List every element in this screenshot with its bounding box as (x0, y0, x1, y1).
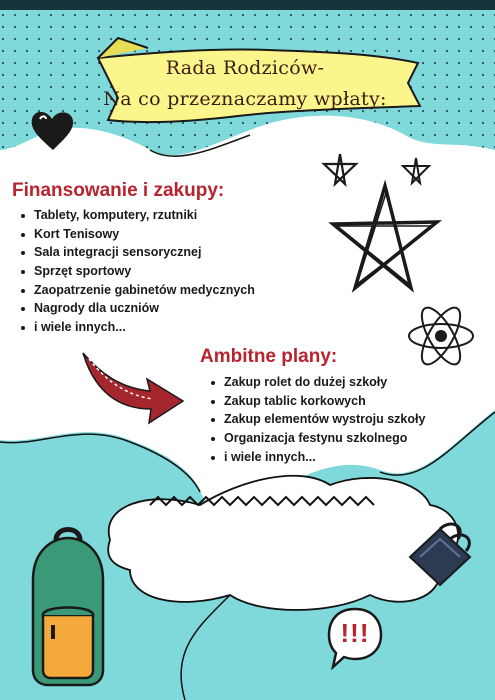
curved-arrow-icon (75, 343, 190, 428)
list-item: Zakup elementów wystroju szkoły (210, 410, 425, 429)
list-item: Zakup tablic korkowych (210, 392, 425, 411)
list-item: Kort Tenisowy (20, 225, 255, 244)
list-item: i wiele innych... (210, 448, 425, 467)
list-item: Tablety, komputery, rzutniki (20, 206, 255, 225)
list-item: Organizacja festynu szkolnego (210, 429, 425, 448)
list-item: Nagrody dla uczniów (20, 299, 255, 318)
plans-heading: Ambitne plany: (200, 346, 338, 367)
list-item: Zakup rolet do dużej szkoły (210, 373, 425, 392)
banner-line-2: Na co przeznaczamy wpłaty: (103, 88, 387, 110)
atom-icon (405, 300, 477, 372)
banner-line-1: Rada Rodziców- (165, 57, 325, 79)
plans-list (210, 373, 425, 466)
financing-list (20, 206, 255, 337)
list-item: i wiele innych... (20, 318, 255, 337)
list-item: Zaopatrzenie gabinetów medycznych (20, 281, 255, 300)
backpack-icon (18, 520, 118, 690)
heart-icon (28, 105, 78, 155)
pentagram-star-icon (325, 180, 445, 295)
speech-bubble-text: !!! (340, 618, 370, 648)
binder-clip-icon (400, 515, 480, 595)
financing-heading: Finansowanie i zakupy: (12, 180, 225, 201)
list-item: Sprzęt sportowy (20, 262, 255, 281)
list-item: Sala integracji sensorycznej (20, 243, 255, 262)
